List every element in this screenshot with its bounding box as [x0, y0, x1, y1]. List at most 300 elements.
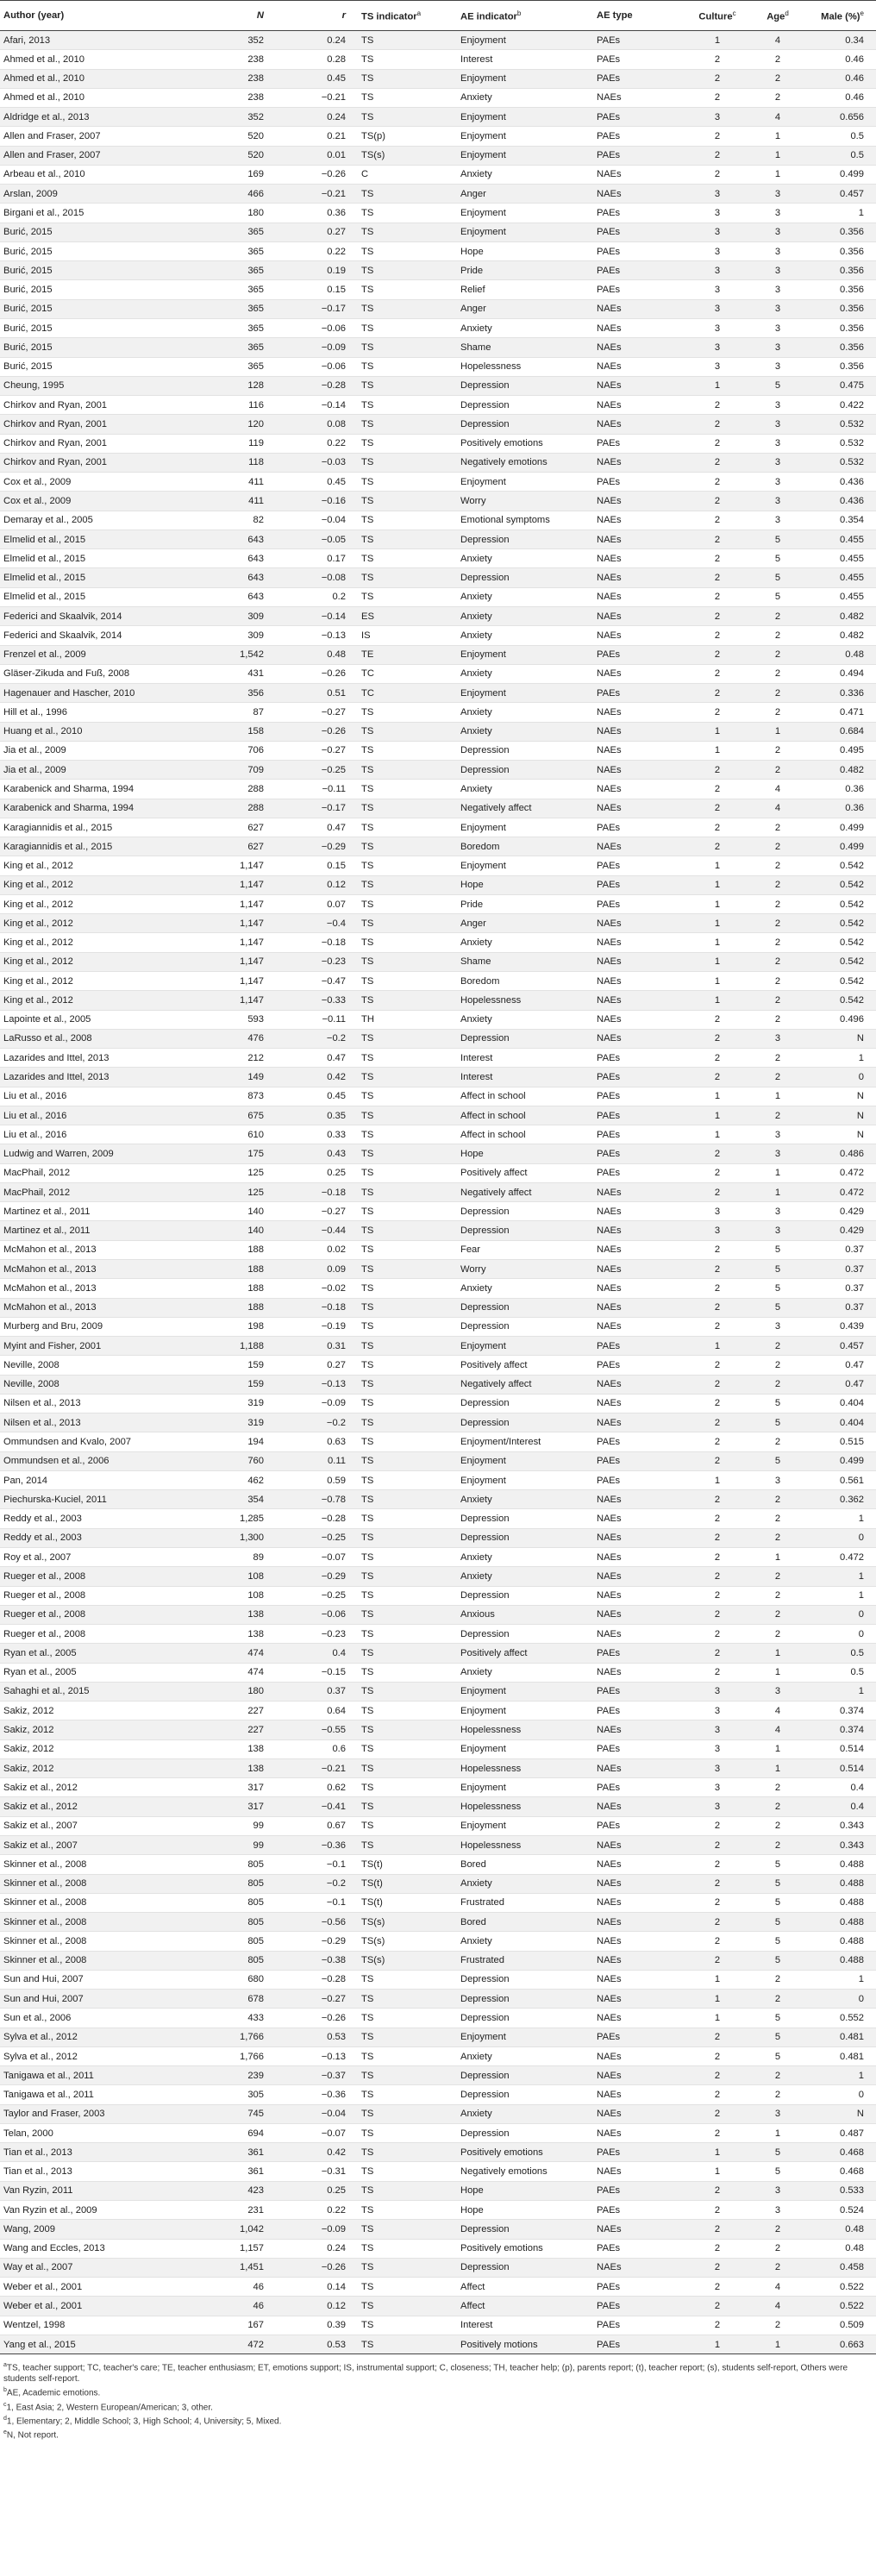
table-row [0, 1778, 876, 1797]
r-cell: −0.28 [276, 376, 358, 395]
table-row [0, 1893, 876, 1912]
n-cell: 462 [190, 1470, 276, 1489]
author-cell: Sakiz et al., 2007 [0, 1816, 190, 1835]
male-cell: 0.37 [807, 1298, 876, 1317]
ae-type-cell: PAEs [593, 856, 686, 875]
age-cell: 5 [748, 1394, 807, 1413]
male-cell: 0.472 [807, 1547, 876, 1566]
male-cell: 0.532 [807, 415, 876, 434]
ae-type-cell: PAEs [593, 473, 686, 492]
n-cell: 198 [190, 1317, 276, 1336]
author-cell: Jia et al., 2009 [0, 741, 190, 760]
age-cell: 3 [748, 2201, 807, 2220]
male-cell: 0.488 [807, 1855, 876, 1874]
ae-type-cell: NAEs [593, 1913, 686, 1932]
ae-type-cell: NAEs [593, 1413, 686, 1432]
male-cell: 0.482 [807, 626, 876, 645]
male-cell: 0.4 [807, 1778, 876, 1797]
male-cell: 0.472 [807, 1163, 876, 1182]
age-cell: 2 [748, 2220, 807, 2239]
ae-type-cell: NAEs [593, 2104, 686, 2123]
age-cell: 1 [748, 2335, 807, 2353]
male-cell: 0.494 [807, 664, 876, 683]
ts-indicator-cell: TS [358, 1990, 457, 2009]
author-cell: Wang and Eccles, 2013 [0, 2239, 190, 2258]
ae-type-cell: PAEs [593, 645, 686, 664]
author-cell: Sakiz, 2012 [0, 1702, 190, 1720]
ts-indicator-cell: TS [358, 2162, 457, 2181]
table-row [0, 108, 876, 127]
ae-type-cell: PAEs [593, 1451, 686, 1470]
age-cell: 2 [748, 914, 807, 933]
n-cell: 180 [190, 1682, 276, 1701]
table-row [0, 1087, 876, 1106]
ae-indicator-cell: Positively emotions [457, 2143, 593, 2162]
ae-type-cell: PAEs [593, 2335, 686, 2353]
ts-indicator-cell: TS [358, 1663, 457, 1682]
ae-type-cell: PAEs [593, 1778, 686, 1797]
n-cell: 128 [190, 376, 276, 395]
age-cell: 2 [748, 856, 807, 875]
ae-indicator-cell: Relief [457, 280, 593, 299]
age-cell: 1 [748, 1644, 807, 1663]
male-cell: 0.542 [807, 991, 876, 1010]
ae-type-cell: NAEs [593, 606, 686, 625]
table-row [0, 473, 876, 492]
age-cell: 3 [748, 473, 807, 492]
ae-type-cell: PAEs [593, 69, 686, 88]
n-cell: 138 [190, 1625, 276, 1644]
age-cell: 5 [748, 2046, 807, 2065]
age-cell: 3 [748, 299, 807, 318]
culture-cell: 3 [686, 280, 748, 299]
culture-cell: 3 [686, 241, 748, 260]
author-cell: Wang, 2009 [0, 2220, 190, 2239]
culture-cell: 3 [686, 1702, 748, 1720]
ae-type-cell: NAEs [593, 952, 686, 971]
male-cell: 0.36 [807, 799, 876, 818]
author-cell: Neville, 2008 [0, 1375, 190, 1394]
footnote-text: TS, teacher support; TC, teacher's care; TE, teacher enthusiasm; ET, emotions support; IS, instrumental support; C, closeness; TH, teacher help; (p), parents report; (t), teacher report; (s), students self-report, Others were students self-report. [3, 2363, 848, 2385]
r-cell: 0.22 [276, 2201, 358, 2220]
author-cell: Nilsen et al., 2013 [0, 1413, 190, 1432]
table-row [0, 338, 876, 357]
table-row [0, 568, 876, 587]
r-cell: −0.47 [276, 972, 358, 991]
ae-indicator-cell: Hopelessness [457, 991, 593, 1010]
r-cell: 0.47 [276, 1049, 358, 1068]
ts-indicator-cell: TS [358, 1221, 457, 1240]
author-cell: Skinner et al., 2008 [0, 1951, 190, 1970]
author-cell: Hill et al., 1996 [0, 703, 190, 722]
ae-type-cell: NAEs [593, 1893, 686, 1912]
table-row [0, 530, 876, 548]
age-cell: 5 [748, 1260, 807, 1279]
r-cell: −0.26 [276, 722, 358, 741]
ts-indicator-cell: TS [358, 761, 457, 780]
table-row [0, 2143, 876, 2162]
ae-indicator-cell: Depression [457, 1029, 593, 1048]
male-cell: 0.482 [807, 761, 876, 780]
male-cell: 0.429 [807, 1202, 876, 1221]
culture-cell: 2 [686, 1394, 748, 1413]
r-cell: 0.11 [276, 1451, 358, 1470]
table-row [0, 396, 876, 415]
age-cell: 5 [748, 2143, 807, 2162]
author-cell: Telan, 2000 [0, 2123, 190, 2142]
culture-cell: 2 [686, 837, 748, 856]
age-cell: 5 [748, 587, 807, 606]
ts-indicator-cell: TS [358, 1835, 457, 1854]
r-cell: −0.36 [276, 2085, 358, 2104]
age-cell: 4 [748, 2297, 807, 2316]
n-cell: 175 [190, 1144, 276, 1163]
n-cell: 180 [190, 204, 276, 223]
table-row [0, 1163, 876, 1182]
culture-cell: 2 [686, 2316, 748, 2335]
r-cell: −0.21 [276, 1758, 358, 1777]
male-cell: 0.356 [807, 223, 876, 241]
r-cell: 0.2 [276, 587, 358, 606]
male-cell: 0.522 [807, 2278, 876, 2297]
ae-indicator-cell: Negatively affect [457, 1182, 593, 1201]
age-cell: 3 [748, 1202, 807, 1221]
ae-indicator-cell: Anxiety [457, 165, 593, 184]
r-cell: −0.13 [276, 2046, 358, 2065]
culture-cell: 2 [686, 1010, 748, 1029]
table-row [0, 645, 876, 664]
n-cell: 46 [190, 2297, 276, 2316]
n-cell: 1,147 [190, 991, 276, 1010]
male-cell: 0.532 [807, 453, 876, 472]
n-cell: 805 [190, 1874, 276, 1893]
ae-type-cell: NAEs [593, 1720, 686, 1739]
author-cell: Chirkov and Ryan, 2001 [0, 453, 190, 472]
r-cell: 0.01 [276, 146, 358, 165]
table-row [0, 2085, 876, 2104]
ts-indicator-cell: TS [358, 108, 457, 127]
male-cell: 1 [807, 1970, 876, 1989]
ts-indicator-cell: TS [358, 780, 457, 799]
age-cell: 1 [748, 127, 807, 146]
n-cell: 805 [190, 1893, 276, 1912]
ts-indicator-cell: TS [358, 1778, 457, 1797]
ts-indicator-cell: TS [358, 799, 457, 818]
ts-indicator-cell: TC [358, 664, 457, 683]
author-cell: Sun and Hui, 2007 [0, 1970, 190, 1989]
table-row [0, 664, 876, 683]
ts-indicator-cell: TS [358, 2104, 457, 2123]
n-cell: 99 [190, 1835, 276, 1854]
table-row [0, 1855, 876, 1874]
author-cell: Chirkov and Ryan, 2001 [0, 415, 190, 434]
age-cell: 1 [748, 2123, 807, 2142]
culture-cell: 2 [686, 69, 748, 88]
ae-indicator-cell: Enjoyment/Interest [457, 1432, 593, 1451]
ae-indicator-cell: Anxiety [457, 780, 593, 799]
culture-cell: 1 [686, 972, 748, 991]
male-cell: 0.663 [807, 2335, 876, 2353]
author-cell: Allen and Fraser, 2007 [0, 127, 190, 146]
age-cell: 3 [748, 280, 807, 299]
ae-indicator-cell: Negatively affect [457, 799, 593, 818]
author-cell: Lazarides and Ittel, 2013 [0, 1068, 190, 1087]
ae-indicator-cell: Anxiety [457, 1547, 593, 1566]
age-cell: 2 [748, 1567, 807, 1586]
male-cell: 0.468 [807, 2143, 876, 2162]
ae-type-cell: PAEs [593, 2316, 686, 2335]
r-cell: −0.17 [276, 799, 358, 818]
age-cell: 2 [748, 1605, 807, 1624]
r-cell: −0.09 [276, 338, 358, 357]
culture-cell: 2 [686, 1240, 748, 1259]
male-cell: 0.5 [807, 146, 876, 165]
male-cell: 0.354 [807, 511, 876, 530]
age-cell: 2 [748, 2239, 807, 2258]
culture-cell: 3 [686, 1682, 748, 1701]
ts-indicator-cell: TS [358, 473, 457, 492]
author-cell: Ommundsen et al., 2006 [0, 1451, 190, 1470]
ts-indicator-cell: TS [358, 2009, 457, 2028]
culture-cell: 2 [686, 684, 748, 703]
age-cell: 5 [748, 530, 807, 548]
footnote [3, 2385, 873, 2398]
author-cell: Sun and Hui, 2007 [0, 1990, 190, 2009]
male-cell: 0.533 [807, 2181, 876, 2200]
table-row [0, 1644, 876, 1663]
r-cell: 0.25 [276, 1163, 358, 1182]
ts-indicator-cell: TS [358, 357, 457, 376]
ae-indicator-cell: Anger [457, 299, 593, 318]
n-cell: 140 [190, 1221, 276, 1240]
male-cell: 0.499 [807, 837, 876, 856]
author-cell: Weber et al., 2001 [0, 2278, 190, 2297]
n-cell: 706 [190, 741, 276, 760]
age-cell: 3 [748, 318, 807, 337]
male-cell: 0.482 [807, 606, 876, 625]
ts-indicator-cell: TS(t) [358, 1874, 457, 1893]
male-cell: 0.47 [807, 1356, 876, 1375]
ae-type-cell: NAEs [593, 357, 686, 376]
r-cell: −0.27 [276, 703, 358, 722]
age-cell: 2 [748, 818, 807, 837]
culture-cell: 3 [686, 1202, 748, 1221]
culture-cell: 1 [686, 2162, 748, 2181]
table-row [0, 991, 876, 1010]
author-cell: Skinner et al., 2008 [0, 1855, 190, 1874]
ts-indicator-cell: TS [358, 2066, 457, 2085]
author-cell: Ludwig and Warren, 2009 [0, 1144, 190, 1163]
ts-indicator-cell: TS [358, 914, 457, 933]
male-cell: 0.439 [807, 1317, 876, 1336]
ae-indicator-cell: Pride [457, 261, 593, 280]
culture-cell: 2 [686, 1068, 748, 1087]
culture-cell: 2 [686, 88, 748, 107]
n-cell: 356 [190, 684, 276, 703]
author-cell: Cheung, 1995 [0, 376, 190, 395]
ts-indicator-cell: TS [358, 280, 457, 299]
table-row [0, 1951, 876, 1970]
age-cell: 4 [748, 31, 807, 50]
author-cell: King et al., 2012 [0, 933, 190, 952]
ae-indicator-cell: Affect [457, 2297, 593, 2316]
table-row [0, 1490, 876, 1509]
table-row [0, 415, 876, 434]
ae-type-cell: NAEs [593, 664, 686, 683]
culture-cell: 2 [686, 50, 748, 69]
table-row [0, 165, 876, 184]
ae-type-cell: PAEs [593, 2239, 686, 2258]
r-cell: 0.53 [276, 2335, 358, 2353]
r-cell: 0.12 [276, 875, 358, 894]
n-cell: 520 [190, 127, 276, 146]
age-cell: 5 [748, 1932, 807, 1951]
r-cell: −0.14 [276, 606, 358, 625]
ae-indicator-cell: Enjoyment [457, 1778, 593, 1797]
ae-indicator-cell: Anxiety [457, 1490, 593, 1509]
culture-cell: 2 [686, 1951, 748, 1970]
ae-type-cell: NAEs [593, 1182, 686, 1201]
table-row [0, 703, 876, 722]
author-cell: Huang et al., 2010 [0, 722, 190, 741]
ae-type-cell: PAEs [593, 1644, 686, 1663]
age-cell: 1 [748, 1087, 807, 1106]
r-cell: −0.09 [276, 1394, 358, 1413]
author-cell: Burić, 2015 [0, 261, 190, 280]
ts-indicator-cell: TS [358, 2123, 457, 2142]
ts-indicator-cell: TS [358, 2297, 457, 2316]
author-cell: Van Ryzin, 2011 [0, 2181, 190, 2200]
male-cell: N [807, 1087, 876, 1106]
table-row [0, 31, 876, 50]
table-row [0, 1240, 876, 1259]
n-cell: 140 [190, 1202, 276, 1221]
ae-indicator-cell: Bored [457, 1855, 593, 1874]
ts-indicator-cell: TS [358, 972, 457, 991]
table-row [0, 223, 876, 241]
culture-cell: 2 [686, 1932, 748, 1951]
table-row [0, 1202, 876, 1221]
ae-indicator-cell: Enjoyment [457, 146, 593, 165]
n-cell: 1,542 [190, 645, 276, 664]
male-cell: 0 [807, 1068, 876, 1087]
male-cell: 0.336 [807, 684, 876, 703]
culture-cell: 3 [686, 318, 748, 337]
ts-indicator-cell: TS [358, 1470, 457, 1489]
ae-indicator-cell: Depression [457, 2066, 593, 2085]
table-row [0, 1337, 876, 1356]
culture-cell: 2 [686, 818, 748, 837]
ts-indicator-cell: TS [358, 2316, 457, 2335]
ae-type-cell: NAEs [593, 1547, 686, 1566]
n-cell: 238 [190, 69, 276, 88]
author-cell: Burić, 2015 [0, 223, 190, 241]
table-row [0, 1720, 876, 1739]
n-cell: 1,147 [190, 856, 276, 875]
r-cell: −0.78 [276, 1490, 358, 1509]
ts-indicator-cell: TS [358, 1317, 457, 1336]
r-cell: −0.38 [276, 1951, 358, 1970]
age-cell: 5 [748, 376, 807, 395]
ae-indicator-cell: Affect in school [457, 1087, 593, 1106]
culture-cell: 2 [686, 1547, 748, 1566]
ae-type-cell: NAEs [593, 587, 686, 606]
male-cell: 0.542 [807, 894, 876, 913]
ae-indicator-cell: Hope [457, 1144, 593, 1163]
age-cell: 2 [748, 991, 807, 1010]
culture-cell: 1 [686, 991, 748, 1010]
culture-cell: 2 [686, 511, 748, 530]
n-cell: 466 [190, 185, 276, 204]
author-cell: LaRusso et al., 2008 [0, 1029, 190, 1048]
table-row [0, 261, 876, 280]
male-cell: 0.5 [807, 1663, 876, 1682]
ts-indicator-cell: C [358, 165, 457, 184]
n-cell: 365 [190, 338, 276, 357]
n-cell: 365 [190, 357, 276, 376]
ae-indicator-cell: Enjoyment [457, 108, 593, 127]
n-cell: 643 [190, 549, 276, 568]
ae-type-cell: PAEs [593, 1356, 686, 1375]
table-row [0, 1835, 876, 1854]
ae-indicator-cell: Frustrated [457, 1951, 593, 1970]
n-cell: 643 [190, 587, 276, 606]
r-cell: 0.64 [276, 1702, 358, 1720]
ts-indicator-cell: TH [358, 1010, 457, 1029]
n-cell: 520 [190, 146, 276, 165]
culture-cell: 2 [686, 1260, 748, 1279]
culture-cell: 2 [686, 2104, 748, 2123]
male-cell: 1 [807, 204, 876, 223]
ts-indicator-cell: TS [358, 1625, 457, 1644]
ae-type-cell: PAEs [593, 1087, 686, 1106]
author-cell: Weber et al., 2001 [0, 2297, 190, 2316]
ae-type-cell: NAEs [593, 185, 686, 204]
ae-indicator-cell: Anxiety [457, 626, 593, 645]
ae-indicator-cell: Hope [457, 2201, 593, 2220]
ae-type-cell: NAEs [593, 1528, 686, 1547]
culture-cell: 2 [686, 1182, 748, 1201]
author-cell: Ommundsen and Kvalo, 2007 [0, 1432, 190, 1451]
n-cell: 474 [190, 1644, 276, 1663]
table-row [0, 1279, 876, 1298]
age-cell: 3 [748, 1144, 807, 1163]
table-row [0, 318, 876, 337]
ae-type-cell: NAEs [593, 761, 686, 780]
culture-cell: 2 [686, 1490, 748, 1509]
culture-cell: 3 [686, 204, 748, 223]
n-cell: 643 [190, 530, 276, 548]
author-cell: Karagiannidis et al., 2015 [0, 837, 190, 856]
ae-type-cell: NAEs [593, 1567, 686, 1586]
table-row [0, 127, 876, 146]
footnote-text: 1, East Asia; 2, Western European/American; 3, other. [6, 2403, 213, 2413]
n-cell: 319 [190, 1394, 276, 1413]
ts-indicator-cell: TS [358, 1068, 457, 1087]
author-cell: King et al., 2012 [0, 991, 190, 1010]
age-cell: 1 [748, 722, 807, 741]
male-cell: 0.488 [807, 1893, 876, 1912]
author-cell: Ahmed et al., 2010 [0, 50, 190, 69]
ae-indicator-cell: Anxiety [457, 587, 593, 606]
r-cell: −0.56 [276, 1913, 358, 1932]
ae-indicator-cell: Shame [457, 338, 593, 357]
culture-cell: 2 [686, 2278, 748, 2297]
male-cell: 0 [807, 2085, 876, 2104]
culture-cell: 3 [686, 108, 748, 127]
ae-indicator-cell: Depression [457, 1528, 593, 1547]
table-row [0, 914, 876, 933]
